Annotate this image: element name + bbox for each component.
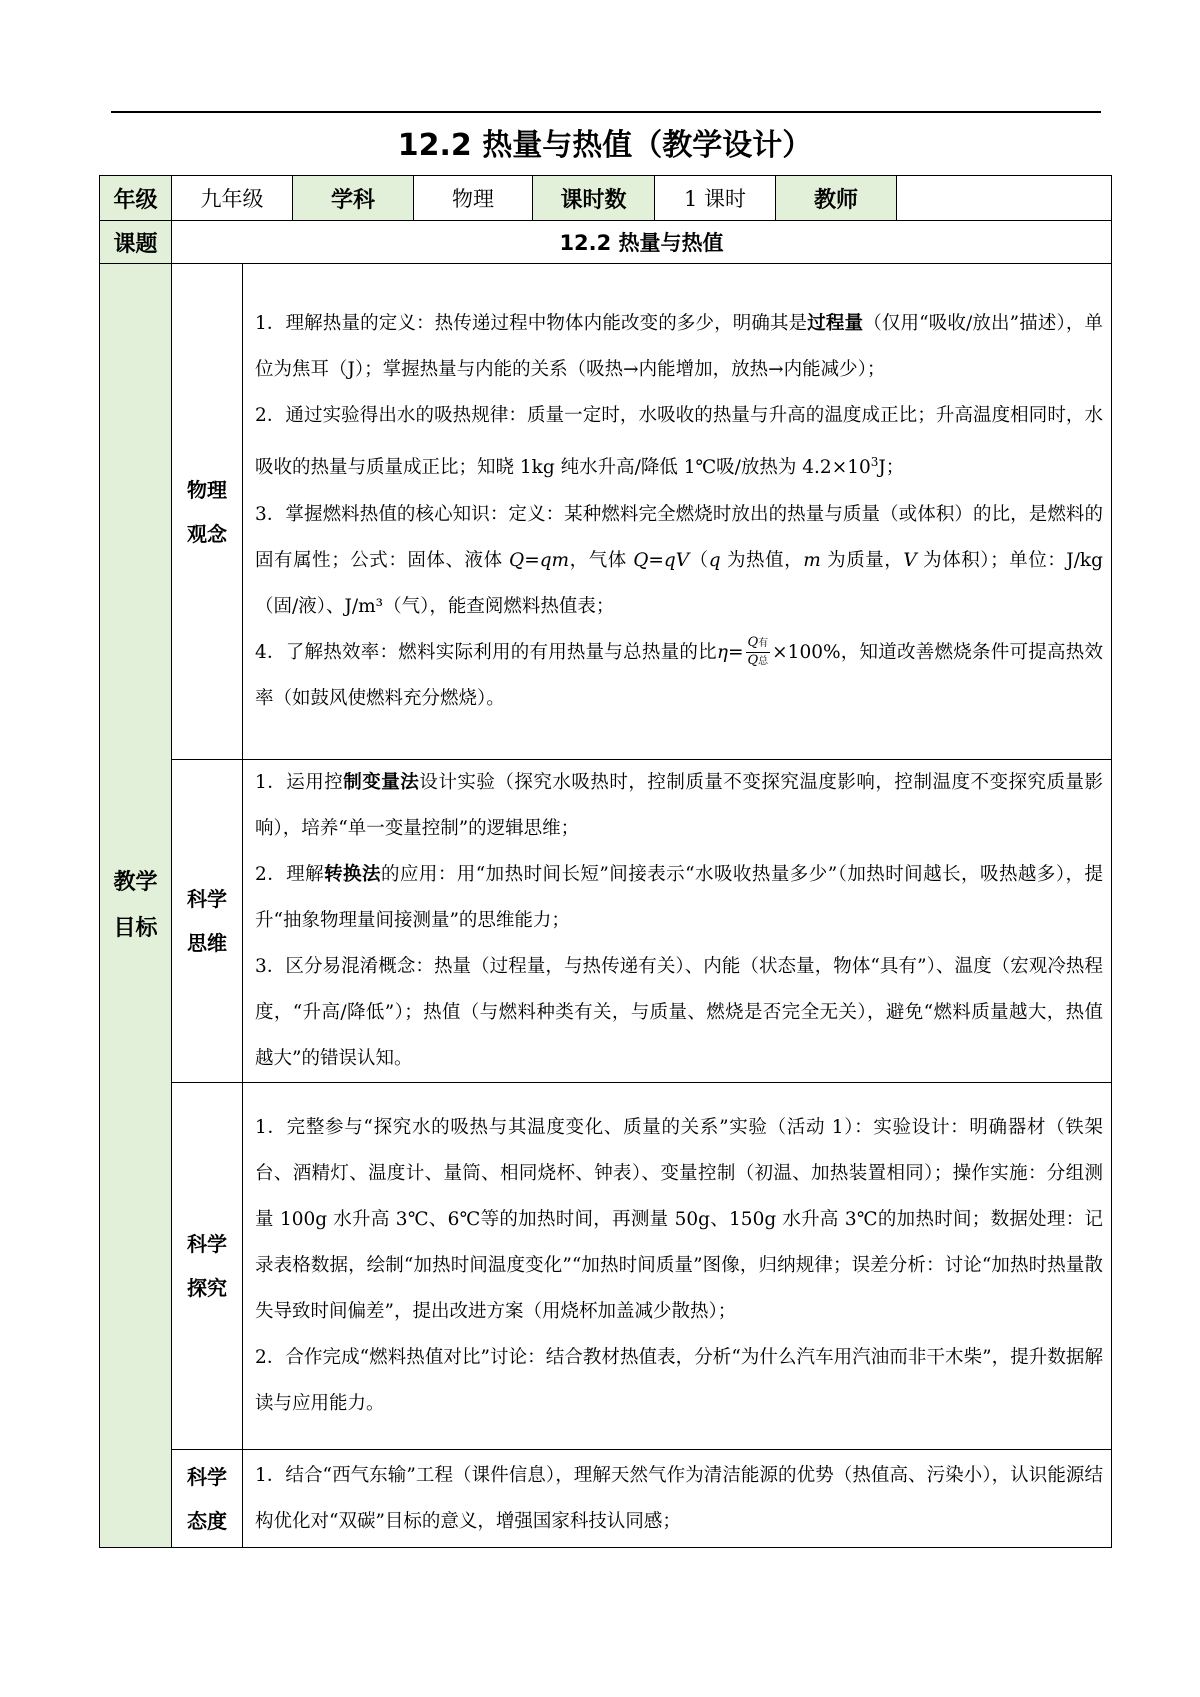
teacher-value: [897, 176, 1112, 221]
section-content-physics-concept: [243, 264, 1112, 760]
objective-row-scientific-inquiry: [100, 1083, 1112, 1450]
hours-value: 1 课时: [655, 176, 776, 221]
efficiency-fraction: $\frac{\text{Q有}}{\text{Q总}}$: [747, 635, 769, 669]
objective-item: 3．区分易混淆概念：热量（过程量，与热传递有关）、内能（状态量，物体“具有”）、温度（宏观冷热程度，“升高/降低”）；热值（与燃料种类有关，与质量、燃烧是否完全无关），避免“燃料质量越大，热值越大”的错误认知。: [255, 956, 1103, 1069]
hours-label: 课时数: [533, 176, 655, 221]
section-label-scientific-inquiry: 科学 探究: [172, 1083, 243, 1450]
objective-item: 1．理解热量的定义：热传递过程中物体内能改变的多少，明确其是过程量（仅用“吸收/放出”描述），单位为焦耳（J）；掌握热量与内能的关系（吸热→内能增加，放热→内能减少）；: [255, 313, 1103, 381]
grade-value: 九年级: [172, 176, 293, 221]
objective-item: 1．结合“西气东输”工程（课件信息），理解天然气作为清洁能源的优势（热值高、污染小），认识能源结构优化对“双碳”目标的意义，增强国家科技认同感；: [255, 1464, 1103, 1532]
top-rule: [111, 111, 1101, 113]
objective-item: 1．运用控制变量法设计实验（探究水吸热时，控制质量不变探究温度影响，控制温度不变探究质量影响），培养“单一变量控制”的逻辑思维；: [255, 772, 1103, 839]
section-content-scientific-inquiry: [243, 1083, 1112, 1450]
lesson-plan-table: [99, 175, 1112, 1548]
topic-label: 课题: [100, 221, 172, 264]
section-label-physics-concept: 物理 观念: [172, 264, 243, 760]
teacher-label: 教师: [776, 176, 897, 221]
grade-label: 年级: [100, 176, 172, 221]
objective-item: 2．理解转换法的应用：用“加热时间长短”间接表示“水吸收热量多少”（加热时间越长，吸热越多），提升“抽象物理量间接测量”的思维能力；: [255, 864, 1103, 931]
section-content-scientific-thinking: [243, 760, 1112, 1083]
topic-value: 12.2 热量与热值: [172, 221, 1112, 264]
objective-row-scientific-thinking: [100, 760, 1112, 1083]
subject-label: 学科: [293, 176, 414, 221]
objective-item: 2．合作完成“燃料热值对比”讨论：结合教材热值表，分析“为什么汽车用汽油而非干木柴”，提升数据解读与应用能力。: [255, 1347, 1103, 1414]
objective-row-physics-concept: [100, 264, 1112, 760]
objectives-label: 教学 目标: [100, 264, 172, 1548]
section-label-scientific-thinking: 科学 思维: [172, 760, 243, 1083]
objective-item: 3．掌握燃料热值的核心知识：定义：某种燃料完全燃烧时放出的热量与质量（或体积）的比，是燃料的固有属性；公式：固体、液体 Q=qm，气体 Q=qV（q 为热值，m 为质量，V 为体积）；单位：J/kg（固/液）、J/m³（气），能查阅燃料热值表；: [255, 503, 1103, 617]
info-row: [100, 176, 1112, 221]
page-title: 12.2 热量与热值（教学设计）: [397, 128, 813, 163]
objective-row-scientific-attitude: [100, 1450, 1112, 1548]
topic-row: [100, 221, 1112, 264]
subject-value: 物理: [414, 176, 533, 221]
section-label-scientific-attitude: 科学 态度: [172, 1450, 243, 1548]
objective-item: 2．通过实验得出水的吸热规律：质量一定时，水吸收的热量与升高的温度成正比；升高温度相同时，水吸收的热量与质量成正比；知晓 1kg 纯水升高/降低 1℃吸/放热为 $4.2\times 10^3J$；: [255, 405, 1103, 479]
section-content-scientific-attitude: [243, 1450, 1112, 1548]
objective-item: 1．完整参与“探究水的吸热与其温度变化、质量的关系”实验（活动 1）：实验设计：明确器材（铁架台、酒精灯、温度计、量筒、相同烧杯、钟表）、变量控制（初温、加热装置相同）；操作实施：分组测量 100g 水升高 3℃、6℃等的加热时间，再测量 50g、150g 水升高 3℃的加热时间；数据处理：记录表格数据，绘制“加热时间温度变化”“加热时间质量”图像，归纳规律；误差分析：讨论“加热时热量散失导致时间偏差”，提出改进方案（用烧杯加盖减少散热）；: [255, 1117, 1103, 1322]
objective-item: 4．了解热效率：燃料实际利用的有用热量与总热量的比η= $\frac{\text{Q有}}{\text{Q总}}$ ×100%，知道改善燃烧条件可提高热效率（如鼓风使燃料充分燃烧）。: [255, 635, 1103, 709]
